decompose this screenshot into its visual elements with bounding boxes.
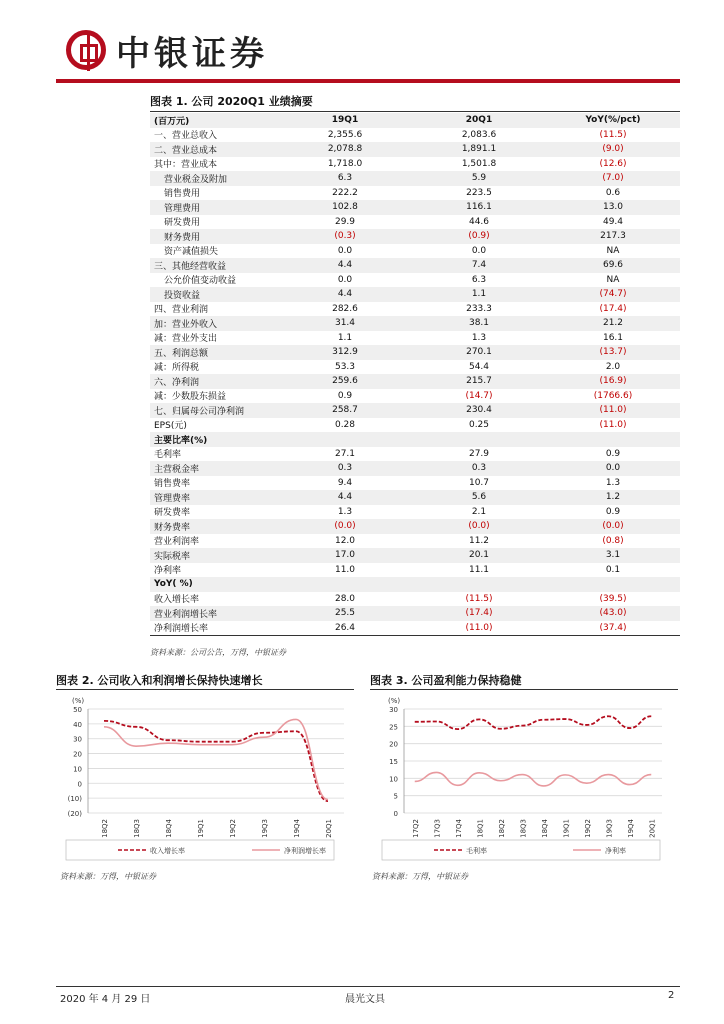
row-label: YoY( %) <box>150 577 278 592</box>
value-20q1: (0.9) <box>412 229 546 244</box>
value-20q1: 27.9 <box>468 448 490 459</box>
table-row <box>150 287 680 302</box>
value-20q1: 116.1 <box>412 200 546 215</box>
series-line-1 <box>415 772 652 786</box>
y-tick-label: 30 <box>389 706 398 714</box>
row-label: 实际税率 <box>150 548 278 563</box>
value-19q1: 0.0 <box>337 274 353 285</box>
value-yoy: NA <box>606 245 620 256</box>
value-19q1: 31.4 <box>278 316 412 331</box>
table-row <box>150 606 680 621</box>
row-label: 销售费用 <box>164 189 201 200</box>
value-yoy: 0.0 <box>546 461 680 476</box>
value-19q1 <box>278 432 412 447</box>
value-20q1: 270.1 <box>412 345 546 360</box>
row-label: 毛利率 <box>154 450 182 461</box>
profitability-chart <box>370 692 678 868</box>
value-19q1: 11.0 <box>334 564 356 575</box>
row-label: 财务费用 <box>150 229 278 244</box>
y-tick-label: 0 <box>77 780 82 789</box>
value-19q1: 29.9 <box>334 216 356 227</box>
table-row <box>150 142 680 157</box>
x-tick-label: 19Q4 <box>293 819 301 838</box>
value-yoy: (39.5) <box>599 593 627 604</box>
row-label: 营业利润增长率 <box>150 606 278 621</box>
table-row <box>150 374 680 389</box>
header-19q1: 19Q1 <box>278 113 412 128</box>
value-yoy: (7.0) <box>546 171 680 186</box>
chart3-title-rule <box>370 689 678 690</box>
row-label: 销售费率 <box>154 479 191 490</box>
row-label: 减：所得税 <box>154 363 200 374</box>
y-tick-label: 40 <box>73 720 82 729</box>
value-19q1: 0.28 <box>334 419 356 430</box>
table-row <box>150 592 680 607</box>
value-yoy: 21.2 <box>546 316 680 331</box>
value-19q1: 0.0 <box>337 245 353 256</box>
value-20q1: (0.0) <box>412 519 546 534</box>
y-tick-label: 5 <box>393 792 398 801</box>
x-tick-label: 20Q1 <box>648 819 657 838</box>
value-yoy: 0.6 <box>605 187 621 198</box>
value-yoy: 49.4 <box>602 216 624 227</box>
value-20q1: (14.7) <box>465 390 493 401</box>
footer-doc-name: 晨光文具 <box>345 994 385 1005</box>
table-row <box>150 548 680 563</box>
value-20q1: 1,891.1 <box>412 142 546 157</box>
value-yoy: 0.1 <box>605 564 621 575</box>
row-label: 公允价值变动收益 <box>164 276 237 287</box>
value-yoy: (16.9) <box>546 374 680 389</box>
y-tick-label: 10 <box>389 775 398 784</box>
footer-date: 2020 年 4 月 29 日 <box>60 994 151 1005</box>
value-19q1: 53.3 <box>334 361 356 372</box>
row-label: 减：营业外支出 <box>154 334 218 345</box>
x-tick-label: 19Q3 <box>605 819 614 838</box>
x-tick-label: 18Q2 <box>497 819 506 838</box>
value-yoy: 13.0 <box>546 200 680 215</box>
value-19q1: 17.0 <box>278 548 412 563</box>
value-19q1: 4.4 <box>278 490 412 505</box>
value-19q1: 12.0 <box>334 535 356 546</box>
table-title-rule <box>150 111 680 112</box>
value-19q1: 259.6 <box>278 374 412 389</box>
y-tick-label: 30 <box>73 735 82 744</box>
value-19q1: (0.0) <box>278 519 412 534</box>
table-row <box>150 345 680 360</box>
x-tick-label: 18Q3 <box>519 819 528 838</box>
value-yoy: 1.3 <box>605 477 621 488</box>
series-line-0 <box>415 716 652 729</box>
table-row <box>150 577 680 592</box>
financial-summary-table <box>150 113 680 636</box>
value-19q1: 222.2 <box>332 187 358 198</box>
table-row <box>150 273 680 288</box>
header-yoy: YoY(%/pct) <box>546 113 680 128</box>
value-19q1: 0.9 <box>337 390 353 401</box>
value-19q1: 25.5 <box>278 606 412 621</box>
row-label: 二、营业总成本 <box>150 142 278 157</box>
value-20q1: 10.7 <box>468 477 490 488</box>
value-yoy: 2.0 <box>605 361 621 372</box>
x-tick-label: 17Q3 <box>433 819 442 838</box>
header-rule <box>56 79 680 83</box>
table-row <box>150 215 680 230</box>
value-19q1: 258.7 <box>278 403 412 418</box>
table-header-row <box>150 113 680 128</box>
row-label: 五、利润总额 <box>150 345 278 360</box>
value-20q1 <box>412 432 546 447</box>
value-yoy: (9.0) <box>546 142 680 157</box>
value-19q1: (0.3) <box>278 229 412 244</box>
value-20q1: 0.3 <box>412 461 546 476</box>
value-yoy: (0.0) <box>546 519 680 534</box>
table-row <box>150 621 680 636</box>
y-axis-unit: (%) <box>388 697 401 705</box>
value-19q1: 4.4 <box>278 258 412 273</box>
value-yoy: (0.8) <box>602 535 624 546</box>
value-yoy <box>546 432 680 447</box>
x-tick-label: 18Q1 <box>476 819 485 838</box>
value-20q1: 38.1 <box>412 316 546 331</box>
x-tick-label: 19Q1 <box>197 819 205 838</box>
x-tick-label: 19Q2 <box>583 819 592 838</box>
value-20q1: 230.4 <box>412 403 546 418</box>
y-tick-label: 50 <box>73 706 82 714</box>
value-20q1: 7.4 <box>412 258 546 273</box>
value-20q1: 2,083.6 <box>461 129 497 140</box>
table-row <box>150 476 680 491</box>
table-row <box>150 229 680 244</box>
chart3-source: 资料来源：万得，中银证券 <box>372 872 468 881</box>
y-tick-label: 15 <box>389 758 398 766</box>
value-19q1: 282.6 <box>332 303 358 314</box>
table-row <box>150 200 680 215</box>
table-row <box>150 302 680 317</box>
value-20q1: 215.7 <box>412 374 546 389</box>
table-row <box>150 244 680 259</box>
value-19q1: 2,355.6 <box>327 129 363 140</box>
value-19q1 <box>278 577 412 592</box>
x-tick-label: 18Q2 <box>101 819 109 838</box>
row-label: EPS(元) <box>154 421 187 432</box>
row-label: 营业利润率 <box>154 537 200 548</box>
y-tick-label: 20 <box>389 740 398 749</box>
table-row <box>150 534 680 549</box>
row-label: 净利率 <box>154 566 182 577</box>
table-row <box>150 157 680 172</box>
table-row <box>150 505 680 520</box>
value-20q1: 1,501.8 <box>461 158 497 169</box>
value-yoy: (1766.6) <box>593 390 633 401</box>
value-19q1: 26.4 <box>278 621 412 636</box>
table-row <box>150 389 680 404</box>
x-tick-label: 19Q4 <box>626 819 635 838</box>
value-19q1: 28.0 <box>334 593 356 604</box>
legend-label: 净利润增长率 <box>284 847 326 855</box>
x-tick-label: 17Q4 <box>454 819 463 838</box>
y-axis-unit: (%) <box>72 697 85 705</box>
header-unit: (百万元) <box>150 113 278 128</box>
value-yoy: (11.0) <box>599 419 627 430</box>
row-label: 研发费率 <box>154 508 191 519</box>
table-row <box>150 128 680 143</box>
value-20q1: 54.4 <box>468 361 490 372</box>
row-label: 主要比率(%) <box>150 432 278 447</box>
table-row <box>150 171 680 186</box>
value-yoy: (11.5) <box>599 129 627 140</box>
series-line-0 <box>104 721 328 801</box>
row-label: 管理费用 <box>150 200 278 215</box>
table-row <box>150 316 680 331</box>
value-19q1: 102.8 <box>278 200 412 215</box>
table-row <box>150 258 680 273</box>
value-19q1: 6.3 <box>278 171 412 186</box>
value-20q1 <box>412 577 546 592</box>
value-20q1: 11.2 <box>468 535 490 546</box>
value-19q1: 312.9 <box>278 345 412 360</box>
value-yoy: 0.9 <box>605 506 621 517</box>
x-tick-label: 19Q1 <box>562 819 571 838</box>
value-19q1: 0.3 <box>278 461 412 476</box>
value-19q1: 2,078.8 <box>278 142 412 157</box>
brand-name: 中银证券 <box>116 34 268 74</box>
header-20q1: 20Q1 <box>412 113 546 128</box>
value-yoy: 217.3 <box>546 229 680 244</box>
value-20q1: 44.6 <box>468 216 490 227</box>
table-row <box>150 490 680 505</box>
legend-label: 收入增长率 <box>150 847 185 855</box>
value-20q1: 20.1 <box>412 548 546 563</box>
value-19q1: 4.4 <box>278 287 412 302</box>
x-tick-label: 19Q2 <box>229 819 237 838</box>
row-label: 研发费用 <box>164 218 201 229</box>
row-label: 管理费率 <box>150 490 278 505</box>
table-row <box>150 461 680 476</box>
x-tick-label: 18Q4 <box>165 819 173 838</box>
value-19q1: 1,718.0 <box>327 158 363 169</box>
y-tick-label: 20 <box>73 750 82 759</box>
row-label: 六、净利润 <box>150 374 278 389</box>
value-yoy <box>546 577 680 592</box>
value-20q1: 5.6 <box>412 490 546 505</box>
y-tick-label: (10) <box>67 795 82 804</box>
value-yoy: 3.1 <box>546 548 680 563</box>
value-20q1: 6.3 <box>471 274 487 285</box>
value-yoy: 69.6 <box>546 258 680 273</box>
y-tick-label: 0 <box>393 810 398 818</box>
value-20q1: 223.5 <box>466 187 492 198</box>
row-label: 资产减值损失 <box>164 247 219 258</box>
company-logo <box>66 30 106 70</box>
table-row <box>150 519 680 534</box>
series-line-1 <box>104 719 328 799</box>
chart2-source: 资料来源：万得，中银证券 <box>60 872 156 881</box>
y-tick-label: 25 <box>389 723 398 732</box>
row-label: 七、归属母公司净利润 <box>150 403 278 418</box>
x-tick-label: 18Q3 <box>133 819 141 838</box>
row-label: 净利润增长率 <box>150 621 278 636</box>
value-yoy: (11.0) <box>546 403 680 418</box>
y-tick-label: 10 <box>73 765 82 774</box>
legend-label: 毛利率 <box>466 847 487 855</box>
value-19q1: 9.4 <box>337 477 353 488</box>
value-20q1: (11.0) <box>412 621 546 636</box>
value-20q1: 1.3 <box>471 332 487 343</box>
value-yoy: (17.4) <box>599 303 627 314</box>
footer-page-number: 2 <box>668 990 675 1001</box>
value-20q1: 0.0 <box>471 245 487 256</box>
footer-rule <box>56 986 680 987</box>
value-20q1: 0.25 <box>468 419 490 430</box>
row-label: 营业税金及附加 <box>150 171 278 186</box>
value-yoy: 16.1 <box>602 332 624 343</box>
chart2-title: 图表 2. 公司收入和利润增长保持快速增长 <box>56 674 263 687</box>
row-label: 收入增长率 <box>154 595 200 606</box>
row-label: 加：营业外收入 <box>150 316 278 331</box>
table-row <box>150 418 680 433</box>
table-row <box>150 331 680 346</box>
row-label: 三、其他经营收益 <box>150 258 278 273</box>
x-tick-label: 20Q1 <box>325 819 333 838</box>
row-label: 其中：营业成本 <box>154 160 218 171</box>
value-yoy: NA <box>606 274 620 285</box>
table-row <box>150 432 680 447</box>
value-19q1: 1.1 <box>337 332 353 343</box>
row-label: 一、营业总收入 <box>154 131 218 142</box>
row-label: 减：少数股东损益 <box>154 392 227 403</box>
x-tick-label: 19Q3 <box>261 819 269 838</box>
value-19q1: 27.1 <box>334 448 356 459</box>
y-tick-label: (20) <box>67 810 82 818</box>
value-yoy: (74.7) <box>546 287 680 302</box>
value-yoy: (12.6) <box>599 158 627 169</box>
table-row <box>150 563 680 578</box>
value-20q1: 1.1 <box>412 287 546 302</box>
value-20q1: 5.9 <box>412 171 546 186</box>
revenue-profit-growth-chart <box>56 692 354 868</box>
value-20q1: 233.3 <box>466 303 492 314</box>
value-yoy: (13.7) <box>546 345 680 360</box>
chart3-title: 图表 3. 公司盈利能力保持稳健 <box>370 674 522 687</box>
legend-label: 净利率 <box>605 847 626 855</box>
table-row <box>150 447 680 462</box>
row-label: 四、营业利润 <box>154 305 209 316</box>
table-title: 图表 1. 公司 2020Q1 业绩摘要 <box>150 95 313 108</box>
row-label: 投资收益 <box>150 287 278 302</box>
x-tick-label: 17Q2 <box>411 819 420 838</box>
value-20q1: (11.5) <box>465 593 493 604</box>
value-20q1: (17.4) <box>412 606 546 621</box>
value-yoy: 0.9 <box>605 448 621 459</box>
chart2-title-rule <box>56 689 354 690</box>
row-label: 主营税金率 <box>150 461 278 476</box>
value-yoy: 1.2 <box>546 490 680 505</box>
table-row <box>150 403 680 418</box>
table-row <box>150 360 680 375</box>
table-row <box>150 186 680 201</box>
value-yoy: (37.4) <box>546 621 680 636</box>
value-yoy: (43.0) <box>546 606 680 621</box>
table-source: 资料来源：公司公告，万得，中银证券 <box>150 648 286 657</box>
row-label: 财务费率 <box>150 519 278 534</box>
x-tick-label: 18Q4 <box>540 819 549 838</box>
value-19q1: 1.3 <box>337 506 353 517</box>
value-20q1: 11.1 <box>468 564 490 575</box>
value-20q1: 2.1 <box>471 506 487 517</box>
